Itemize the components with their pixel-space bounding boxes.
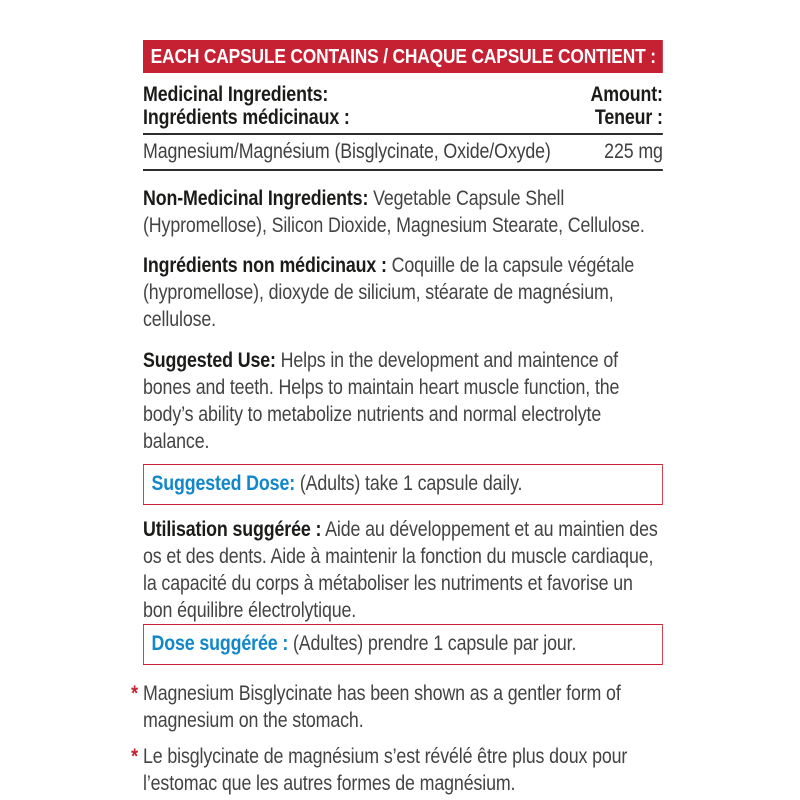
non-medicinal-ingredients-en-label: Non-Medicinal Ingredients: <box>143 187 369 210</box>
suggested-dose-box-fr <box>143 624 663 665</box>
asterisk-marker: * <box>131 745 138 768</box>
amount-heading-fr: Teneur : <box>594 106 663 129</box>
amount-heading-en: Amount: <box>590 83 663 106</box>
non-medicinal-ingredients-en-text: Vegetable Capsule Shell (Hypromellose), Silicon Dioxide, Magnesium Stearate, Cellulose. <box>143 187 645 237</box>
ingredients-table-header <box>143 83 663 129</box>
ingredient-row <box>143 135 663 169</box>
footnote-fr-text: Le bisglycinate de magnésium s’est révélé être plus doux pour l’estomac que les autres formes de magnésium. <box>143 745 628 795</box>
medicinal-ingredients-heading <box>143 83 350 129</box>
supplement-facts-panel <box>131 0 663 797</box>
suggested-use-fr-label: Utilisation suggérée : <box>143 518 322 541</box>
medicinal-ingredients-heading-en: Medicinal Ingredients: <box>143 83 329 106</box>
suggested-dose-box-en <box>143 464 663 505</box>
divider-bottom <box>143 169 663 171</box>
header-banner <box>143 40 663 73</box>
footnote-en-text: Magnesium Bisglycinate has been shown as a gentler form of magnesium on the stomach. <box>143 682 621 732</box>
suggested-use-fr-text: Aide au développement et au maintien des os et des dents. Aide à maintenir la fonction du muscle cardiaque, la capacité du corps à métaboliser les nutriments et favorise un bon équilibre électrolytique. <box>143 518 658 622</box>
amount-heading <box>591 83 663 129</box>
non-medicinal-ingredients-fr <box>143 252 663 333</box>
header-banner-title: EACH CAPSULE CONTAINS / CHAQUE CAPSULE CONTIENT : <box>150 45 656 68</box>
medicinal-ingredients-heading-fr: Ingrédients médicinaux : <box>143 106 350 129</box>
suggested-dose-en-label: Suggested Dose: <box>151 472 296 495</box>
ingredient-name: Magnesium/Magnésium (Bisglycinate, Oxide/Oxyde) <box>143 140 551 163</box>
non-medicinal-ingredients-fr-text: Coquille de la capsule végétale (hypromellose), dioxyde de silicium, stéarate de magnésium, cellulose. <box>143 254 635 331</box>
suggested-dose-fr-text: (Adultes) prendre 1 capsule par jour. <box>292 632 577 655</box>
footnote-en <box>131 680 663 734</box>
suggested-dose-fr-label: Dose suggérée : <box>151 632 289 655</box>
suggested-use-fr <box>143 516 663 624</box>
suggested-dose-en-text: (Adults) take 1 capsule daily. <box>299 472 523 495</box>
suggested-use-en <box>143 347 663 455</box>
asterisk-marker: * <box>131 682 138 705</box>
non-medicinal-ingredients-fr-label: Ingrédients non médicinaux : <box>143 254 387 277</box>
non-medicinal-ingredients-en <box>143 185 663 239</box>
suggested-use-en-label: Suggested Use: <box>143 349 276 372</box>
footnote-fr <box>131 743 663 797</box>
suggested-use-en-text: Helps in the development and maintence of bones and teeth. Helps to maintain heart muscle function, the body’s ability to metabolize nutrients and normal electrolyte balance. <box>143 349 620 453</box>
ingredient-amount: 225 mg <box>604 140 663 163</box>
